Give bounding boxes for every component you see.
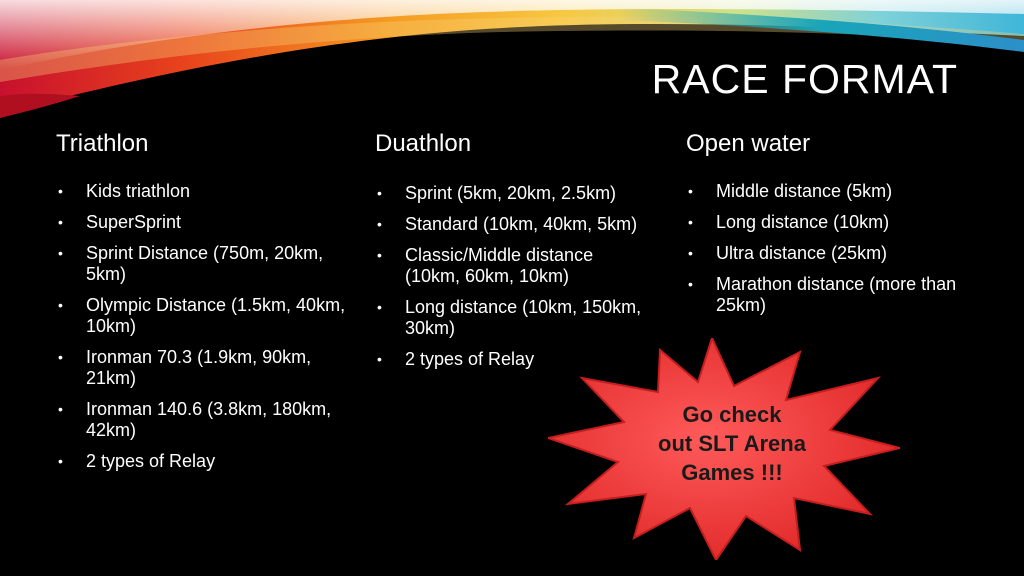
list-item — [686, 181, 986, 202]
list-item-text: Sprint (5km, 20km, 2.5km) — [405, 183, 617, 204]
list-item-text: Long distance (10km) — [716, 212, 890, 233]
list-item — [375, 297, 645, 339]
list-item-text: Ironman 70.3 (1.9km, 90km, 21km) — [86, 347, 312, 389]
list-item — [56, 181, 356, 202]
bullet-icon: • — [58, 214, 63, 231]
bullet-icon: • — [58, 401, 63, 418]
list-item-text: 2 types of Relay — [86, 451, 216, 472]
callout-line-1: Go check — [682, 402, 782, 427]
bullet-icon: • — [688, 276, 693, 293]
list-item — [56, 243, 356, 285]
list-item — [375, 183, 645, 204]
bullet-icon: • — [58, 453, 63, 470]
bullet-icon: • — [58, 245, 63, 262]
list-item — [56, 399, 356, 441]
bullet-icon: • — [377, 185, 382, 202]
triathlon-list — [56, 181, 356, 472]
list-item — [375, 214, 645, 235]
column-triathlon — [56, 128, 356, 482]
list-item — [686, 212, 986, 233]
callout-line-2: out SLT Arena — [658, 431, 806, 456]
list-item-text: 2 types of Relay — [405, 349, 535, 370]
bullet-icon: • — [688, 183, 693, 200]
list-item-text: Ironman 140.6 (3.8km, 180km, 42km) — [86, 399, 332, 441]
bullet-icon: • — [58, 297, 63, 314]
list-item-text: Ultra distance (25km) — [716, 243, 888, 264]
list-item — [686, 243, 986, 264]
list-item — [375, 245, 645, 287]
bullet-icon: • — [377, 351, 382, 368]
bullet-icon: • — [688, 245, 693, 262]
column-heading-open-water: Open water — [686, 130, 811, 157]
list-item-text: Olympic Distance (1.5km, 40km, 10km) — [86, 295, 346, 337]
slide-title: RACE FORMAT — [651, 56, 958, 102]
column-heading-triathlon: Triathlon — [56, 130, 149, 157]
bullet-icon: • — [688, 214, 693, 231]
callout-line-3: Games !!! — [681, 460, 783, 485]
bullet-icon: • — [377, 299, 382, 316]
list-item-text: Long distance (10km, 150km, 30km) — [405, 297, 642, 339]
list-item — [56, 347, 356, 389]
list-item — [686, 274, 986, 316]
list-item-text: Marathon distance (more than 25km) — [716, 274, 957, 316]
callout-text — [644, 400, 820, 487]
list-item-text: Kids triathlon — [86, 181, 191, 202]
column-open-water — [686, 128, 986, 326]
list-item — [56, 451, 356, 472]
list-item-text: Middle distance (5km) — [716, 181, 893, 202]
column-heading-duathlon: Duathlon — [375, 130, 472, 157]
list-item-text: Sprint Distance (750m, 20km, 5km) — [86, 243, 324, 285]
bullet-icon: • — [58, 183, 63, 200]
list-item-text: SuperSprint — [86, 212, 182, 233]
open-water-list — [686, 181, 986, 316]
bullet-icon: • — [377, 247, 382, 264]
list-item-text: Classic/Middle distance (10km, 60km, 10km) — [405, 245, 594, 287]
bullet-icon: • — [377, 216, 382, 233]
list-item — [56, 295, 356, 337]
list-item-text: Standard (10km, 40km, 5km) — [405, 214, 638, 235]
list-item — [56, 212, 356, 233]
bullet-icon: • — [58, 349, 63, 366]
